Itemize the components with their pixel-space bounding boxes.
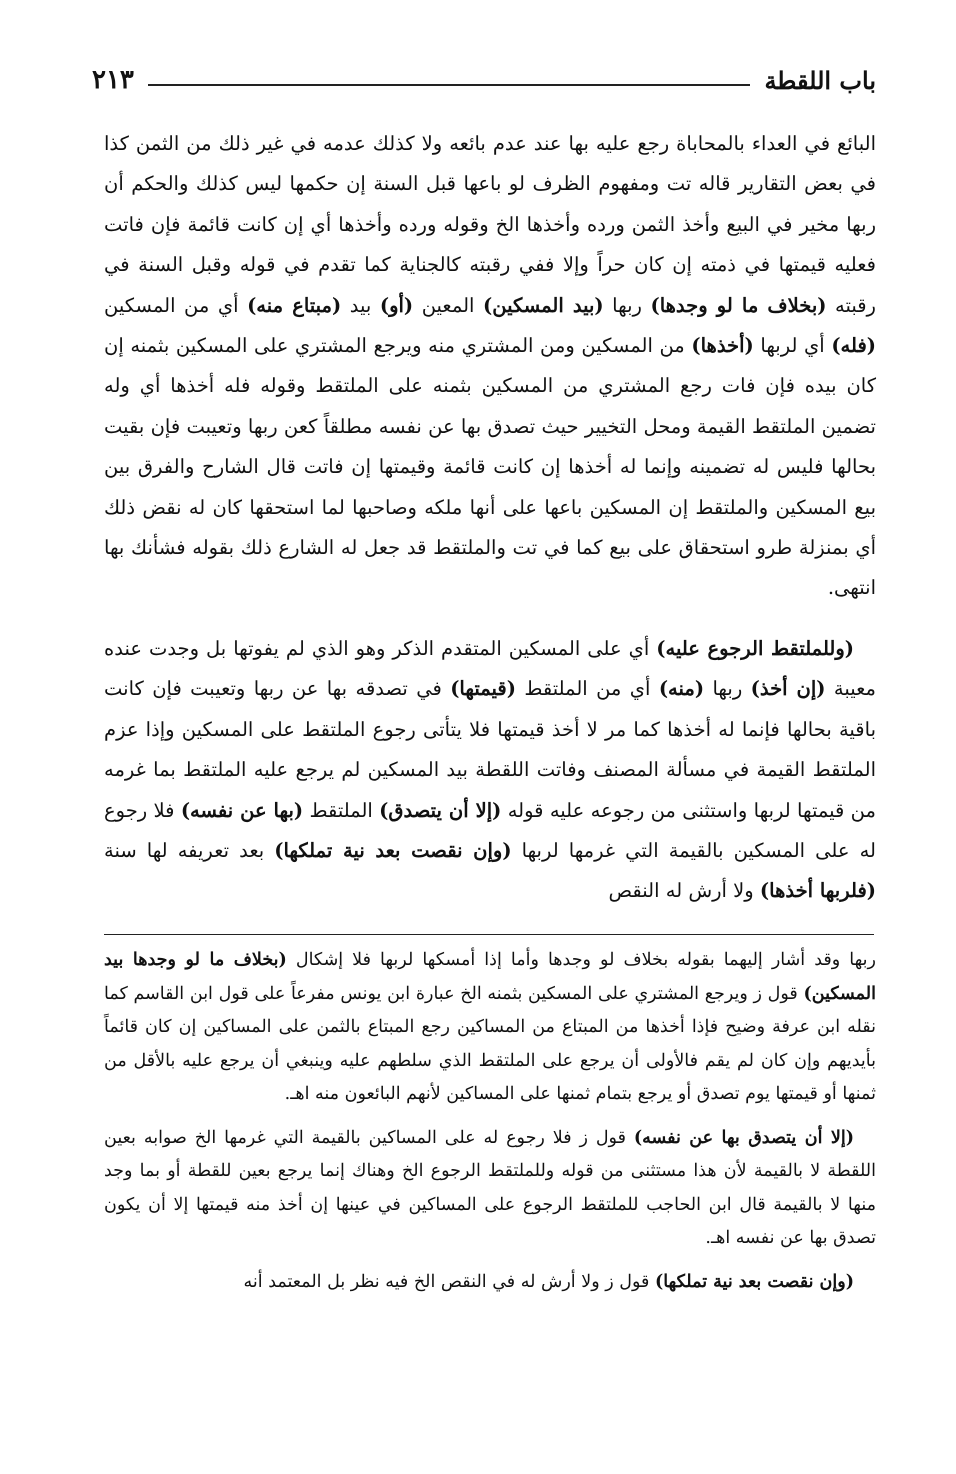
footnote-paragraph (104, 944, 876, 1112)
footnotes (104, 944, 876, 1299)
text-run: في تصدقه بها عن ربها وتعيبت فإن كانت باقية بحالها فإنما له أخذها كما مر لا أخذ قيمتها فلا يتأتى رجوع الملتقط على المسكين وإذا عزم الملتقط القيمة في مسألة المصنف وفاتت اللقطة بيد المسكين لم يرجع عليه الملتقط بما غرمه من قيمتها لربها واستثنى من رجوعه عليه قوله (104, 677, 876, 822)
bold-phrase: (بها عن نفسه) (180, 798, 304, 822)
bold-phrase: (أخذها) (691, 334, 754, 358)
running-header (92, 58, 876, 102)
text-run: بعد تعريفه لها سنة (104, 838, 265, 862)
text-run: من المسكين ومن المشتري منه ويرجع المشتري على المسكين بثمنه إن كان بيده فإن فات رجع المشتري من المسكين بثمنه على الملتقط وقوله فله أخذها أي وله تضمين الملتقط القيمة ومحل التخيير حيث تصدق بها عن نفسه مطلقاً كعن ربها وتعيبت فإن بقيت بحالها فليس له تضمينه وإنما له أخذها إن كانت قائمة وقيمتها إن فاتت قال الشارح والفرق بين بيع المسكين والملتقط إن المسكين باعها على أنها ملكه وصاحبها لما استحقها كان له نقض ذلك أي بمنزلة طرو استحقاق على بيع كما في تت والملتقط قد جعل له الشارع ذلك بقوله فشأنك بها انتهى. (104, 334, 876, 600)
page-number: ٢١٣ (92, 65, 134, 95)
bold-phrase: (وإن نقصت بعد نية تملكها) (654, 1271, 854, 1292)
text-run: ربها وقد أشار إليهما بقوله بخلاف لو وجدها وأما إذا أمسكها لربها فلا إشكال (295, 950, 876, 970)
chapter-title: باب اللقطة (764, 65, 876, 95)
main-paragraph (104, 629, 876, 912)
main-text (104, 124, 876, 912)
bold-phrase: (فله) (831, 334, 877, 358)
text-run: قول ز فلا رجوع له على المساكين بالقيمة التي غرمها الخ صوابه بعين اللقطة لا بالقيمة لأن هذا مستثنى من قوله وللملتقط الرجوع الخ وهناك إنما يرجع بعين للقطة أو بما وجد منها لا بالقيمة قال ابن الحاجب للملتقط الرجوع على المساكين في عينها إن أخذ منه قيمتها إلا أن يكون تصدق بها عن نفسه اهـ. (104, 1127, 876, 1248)
text-run: بيد (349, 293, 372, 317)
bold-phrase: (منه) (658, 677, 705, 701)
text-run: ولا أرش له النقص (608, 879, 754, 903)
text-run: أي من الملتقط (524, 677, 651, 701)
bold-phrase: (بخلاف ما لو وجدها بيد المسكين) (104, 950, 876, 1004)
footnote-paragraph (104, 1266, 876, 1300)
text-run: قول ز ويرجع المشتري على المسكين بثمنه الخ عبارة ابن يونس مفرعاً على قول ابن القاسم كما نقله ابن عرفة وضيح فإذا أخذها من المبتاع من المساكين رجع المبتاع بالثمن على المساكين إن كان قائماً بأيديهم وإن كان لم يقم فالأولى أن يرجع على الملتقط الذي سلطهم عليه وينبغي أن يرجع عليه بالأقل من ثمنها أو قيمتها يوم تصدق أو يرجع بتمام ثمنها على المساكين لأنهم البائعون منه اهـ. (104, 983, 876, 1104)
bold-phrase: (إلا أن يتصدق) (379, 798, 502, 822)
bold-phrase: (قيمتها) (450, 677, 516, 701)
text-run: قول ز ولا أرش له في النقص الخ فيه نظر بل المعتمد أنه (243, 1271, 650, 1292)
text-run: فلا رجوع له على المسكين بالقيمة التي غرمها لربها (104, 798, 876, 862)
text-run: أي من المسكين (104, 293, 239, 317)
text-run: المعين (421, 293, 475, 317)
bold-phrase: (وإن نقصت بعد نية تملكها) (274, 838, 512, 862)
bold-phrase: (أو) (379, 293, 414, 317)
text-run: الملتقط (309, 798, 373, 822)
bold-phrase: (إن أخذ) (750, 677, 826, 701)
bold-phrase: (بيد المسكين) (483, 293, 604, 317)
text-run: ربها (612, 293, 642, 317)
bold-phrase: (مبتاع منه) (247, 293, 342, 317)
text-run: أي على المسكين المتقدم الذكر وهو الذي لم يفوتها بل وجدت عنده معيبة (104, 636, 876, 701)
bold-phrase: (إلا أن يتصدق بها عن نفسه) (633, 1127, 854, 1148)
main-paragraph (104, 124, 876, 609)
bold-phrase: (بخلاف ما لو وجدها) (650, 293, 827, 317)
header-rule (148, 84, 751, 86)
footnote-paragraph (104, 1122, 876, 1256)
text-run: ربها (712, 677, 743, 701)
bold-phrase: (فلربها أخذها) (759, 879, 876, 903)
footnote-separator (104, 934, 874, 935)
bold-phrase: (وللملتقط الرجوع عليه) (656, 636, 854, 660)
text-run: أي لربها (760, 334, 825, 358)
text-run: البائع في العداء بالمحاباة رجع عليه بها عند عدم بائعه ولا كذلك عدمه في غير ذلك من الثمن كذا في بعض التقارير قاله تت ومفهوم الظرف لو باعها قبل السنة إن حكمها ليس كذلك والحكم أن ربها مخير في البيع وأخذ الثمن ورده وأخذها الخ وقوله ورده وأخذها أي إن كانت قائمة فإن فاتت فعليه قيمتها في ذمته إن كان حراً وإلا ففي رقبته كالجناية كما تقدم في قوله وقبل السنة في رقبته (104, 132, 876, 317)
